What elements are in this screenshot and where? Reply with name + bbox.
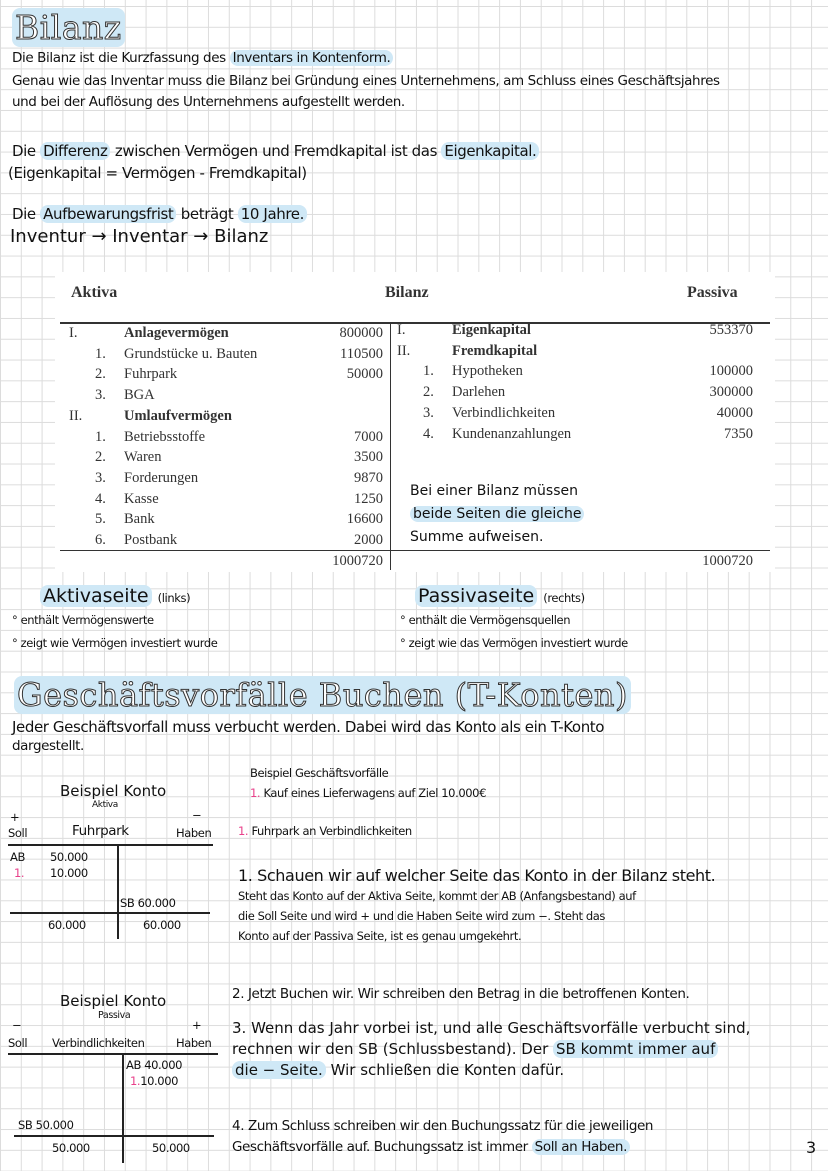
row-value: 553370 xyxy=(709,322,753,338)
text: zeigt wie Vermögen investiert wurde xyxy=(20,636,218,650)
entry-num: 1. xyxy=(14,866,25,880)
row-label: Betriebsstoffe xyxy=(124,428,206,445)
bullet: ° enthält die Vermögensquellen xyxy=(400,613,571,627)
t-sub: Passiva xyxy=(98,1010,131,1021)
text-line xyxy=(12,205,307,223)
sum-rule xyxy=(10,912,210,914)
row-number: 2. xyxy=(95,449,106,466)
row-value: 16600 xyxy=(346,511,383,528)
row-label: Grundstücke u. Bauten xyxy=(124,345,258,362)
row-label: Waren xyxy=(124,449,162,466)
highlight: die − Seite. xyxy=(232,1061,326,1079)
account-name: Fuhrpark xyxy=(72,823,129,839)
aktiva-header: Aktiva xyxy=(71,284,118,301)
note-line: beide Seiten die gleiche xyxy=(410,506,584,522)
entry-value: 10.000 xyxy=(140,1074,179,1088)
row-number: 1. xyxy=(95,428,106,445)
haben-label: Haben xyxy=(176,826,212,840)
row-label: Kasse xyxy=(124,490,159,507)
ab-value: 50.000 xyxy=(50,850,88,864)
num: 1. xyxy=(250,786,261,800)
row-value: 40000 xyxy=(716,404,753,421)
t-vertical xyxy=(122,1053,124,1163)
row-value: 3500 xyxy=(354,449,383,466)
account-name: Verbindlichkeiten xyxy=(52,1036,145,1050)
text: beträgt xyxy=(180,205,234,223)
row-label: Bank xyxy=(124,511,155,528)
row-value: 100000 xyxy=(709,363,753,380)
row-value: 800000 xyxy=(339,325,383,341)
highlight: Soll an Haben. xyxy=(532,1139,630,1155)
highlight: Aufbewarungsfrist xyxy=(40,205,176,223)
text-line xyxy=(12,142,539,160)
highlight: 10 Jahre. xyxy=(238,205,307,223)
entry-value: 10.000 xyxy=(50,866,88,880)
text: (rechts) xyxy=(543,591,585,605)
sum-right: 50.000 xyxy=(152,1141,190,1155)
total-left: 1000720 xyxy=(332,553,383,569)
ab-label: AB xyxy=(10,850,25,864)
entry-num: 1. xyxy=(130,1074,141,1088)
text: zwischen Vermögen und Fremdkapital ist das xyxy=(114,142,437,160)
step-4 xyxy=(232,1116,653,1158)
t-horizontal xyxy=(8,844,213,846)
row-number: 2. xyxy=(423,384,434,401)
row-number: 4. xyxy=(95,490,106,507)
row-number: 6. xyxy=(95,532,106,548)
bullet: ° enthält Vermögenswerte xyxy=(12,613,154,627)
row-value: 2000 xyxy=(354,532,383,548)
text: Passivaseite xyxy=(415,585,537,607)
total-right: 1000720 xyxy=(702,553,753,569)
sb-entry xyxy=(18,1118,74,1132)
row-number: 4. xyxy=(423,425,434,442)
aktiva-side-title xyxy=(40,585,190,607)
balance-note xyxy=(410,480,584,549)
sum-left: 60.000 xyxy=(48,918,86,932)
row-value: 7350 xyxy=(724,425,753,442)
highlight: Inventars in Kontenform. xyxy=(230,50,394,66)
section-title-bilanz xyxy=(12,8,125,47)
row-number: I. xyxy=(397,322,406,338)
minus-sign: − xyxy=(192,808,202,822)
row-label: Eigenkapital xyxy=(452,322,531,338)
bullet: ° zeigt wie Vermögen investiert wurde xyxy=(12,636,218,650)
example-1 xyxy=(250,786,486,800)
t-vertical xyxy=(117,844,119,939)
row-number: 1. xyxy=(95,345,106,362)
row-number: II. xyxy=(397,342,411,359)
balance-sheet xyxy=(55,272,775,572)
text: rechnen wir den SB (Schlussbestand). Der xyxy=(232,1040,549,1058)
t-title: Beispiel Konto xyxy=(60,992,167,1010)
text: Die xyxy=(12,142,36,160)
center-rule xyxy=(390,322,391,570)
ab-value: AB 40.000 xyxy=(126,1058,183,1072)
t-title: Beispiel Konto xyxy=(60,782,167,800)
page-number: 3 xyxy=(806,1138,817,1157)
text: die Soll Seite und wird + und die Haben Seite wird zum −. Steht das xyxy=(238,909,605,923)
text: Kauf eines Lieferwagens auf Ziel 10.000€ xyxy=(263,786,486,800)
row-number: 5. xyxy=(95,511,106,528)
passiva-header: Passiva xyxy=(687,284,738,301)
row-label: Fuhrpark xyxy=(124,366,178,383)
row-value: 9870 xyxy=(354,469,383,486)
text: zeigt wie das Vermögen investiert wurde xyxy=(408,636,628,650)
highlight: Differenz xyxy=(40,142,110,160)
text: Wir schließen die Konten dafür. xyxy=(330,1061,565,1079)
soll-label: Soll xyxy=(8,1036,28,1050)
text-line: Genau wie das Inventar muss die Bilanz bei Gründung eines Unternehmens, am Schluss eines Geschäftsjahres xyxy=(12,73,720,89)
plus-sign: + xyxy=(192,1018,202,1032)
t-sub: Aktiva xyxy=(92,800,118,810)
row-label: Fremdkapital xyxy=(452,342,538,359)
row-value: 300000 xyxy=(709,384,753,401)
row-number: I. xyxy=(69,325,78,341)
sb-value: SB 60.000 xyxy=(120,896,176,910)
text: Aktivaseite xyxy=(40,585,152,607)
text: enthält die Vermögensquellen xyxy=(408,613,571,627)
row-label: BGA xyxy=(124,387,155,404)
text: 1. Schauen wir auf welcher Seite das Konto in der Bilanz steht. xyxy=(238,866,716,885)
bilanz-header: Bilanz xyxy=(385,284,429,301)
note-line: Summe aufweisen. xyxy=(410,529,544,545)
step-3 xyxy=(232,1018,750,1081)
sum-right: 60.000 xyxy=(143,918,181,932)
sb-value: 50.000 xyxy=(35,1118,74,1132)
text-line: und bei der Auflösung des Unternehmens aufgestellt werden. xyxy=(12,94,405,110)
process-flow: Inventur → Inventar → Bilanz xyxy=(10,226,269,247)
num: 1. xyxy=(238,824,249,838)
row-label: Kundenanzahlungen xyxy=(452,425,572,442)
row-number: 3. xyxy=(95,469,106,486)
text: 3. Wenn das Jahr vorbei ist, und alle Geschäftsvorfälle verbucht sind, xyxy=(232,1019,751,1037)
booking-1 xyxy=(238,824,412,838)
row-number: 3. xyxy=(95,387,106,404)
row-number: 2. xyxy=(95,366,106,383)
row-label: Postbank xyxy=(124,532,178,548)
text-line xyxy=(12,50,393,66)
text: Die Bilanz ist die Kurzfassung des xyxy=(12,50,226,66)
text: Geschäftsvorfälle auf. Buchungssatz ist immer xyxy=(232,1139,528,1155)
example-title: Beispiel Geschäftsvorfälle xyxy=(250,766,389,780)
section-title-t-konten xyxy=(14,676,631,714)
bullet: ° zeigt wie das Vermögen investiert wurde xyxy=(400,636,628,650)
row-label: Forderungen xyxy=(124,469,199,486)
entry xyxy=(130,1074,178,1088)
soll-label: Soll xyxy=(8,826,28,840)
text-line: Jeder Geschäftsvorfall muss verbucht werden. Dabei wird das Konto als ein T-Konto xyxy=(12,718,605,736)
sum-left: 50.000 xyxy=(52,1141,90,1155)
step-1 xyxy=(238,866,715,946)
formula: (Eigenkapital = Vermögen - Fremdkapital) xyxy=(8,164,307,182)
title-text: Geschäftsvorfälle Buchen (T-Konten) xyxy=(14,676,631,714)
t-horizontal xyxy=(8,1053,218,1055)
row-label: Hypotheken xyxy=(452,363,523,380)
text: (links) xyxy=(157,591,191,605)
row-value: 110500 xyxy=(340,345,383,362)
row-label: Verbindlichkeiten xyxy=(452,404,556,421)
row-label: Darlehen xyxy=(452,384,506,401)
row-label: Anlagevermögen xyxy=(124,325,229,341)
step-2: 2. Jetzt Buchen wir. Wir schreiben den Betrag in die betroffenen Konten. xyxy=(232,986,690,1002)
text: Konto auf der Passiva Seite, ist es genau umgekehrt. xyxy=(238,929,522,943)
sum-rule xyxy=(14,1135,214,1137)
row-value: 7000 xyxy=(354,428,383,445)
text: 4. Zum Schluss schreiben wir den Buchungssatz für die jeweiligen xyxy=(232,1118,654,1134)
title-text: Bilanz xyxy=(12,8,125,47)
sb-label: SB xyxy=(18,1118,33,1132)
row-value: 50000 xyxy=(346,366,383,383)
text: Fuhrpark an Verbindlichkeiten xyxy=(251,824,412,838)
total-rule xyxy=(60,550,770,551)
haben-label: Haben xyxy=(176,1036,212,1050)
row-label: Umlaufvermögen xyxy=(124,407,232,424)
text: Steht das Konto auf der Aktiva Seite, kommt der AB (Anfangsbestand) auf xyxy=(238,889,636,903)
passiva-side-title xyxy=(415,585,585,607)
minus-sign: − xyxy=(12,1018,22,1032)
text: Die xyxy=(12,205,36,223)
row-number: 1. xyxy=(423,363,434,380)
plus-sign: + xyxy=(10,810,20,824)
note-line: Bei einer Bilanz müssen xyxy=(410,483,578,499)
text: enthält Vermögenswerte xyxy=(20,613,154,627)
highlight: Eigenkapital. xyxy=(441,142,539,160)
row-number: 3. xyxy=(423,404,434,421)
text-line: dargestellt. xyxy=(12,738,84,754)
row-number: II. xyxy=(69,407,83,424)
highlight: SB kommt immer auf xyxy=(553,1040,718,1058)
row-value: 1250 xyxy=(354,490,383,507)
